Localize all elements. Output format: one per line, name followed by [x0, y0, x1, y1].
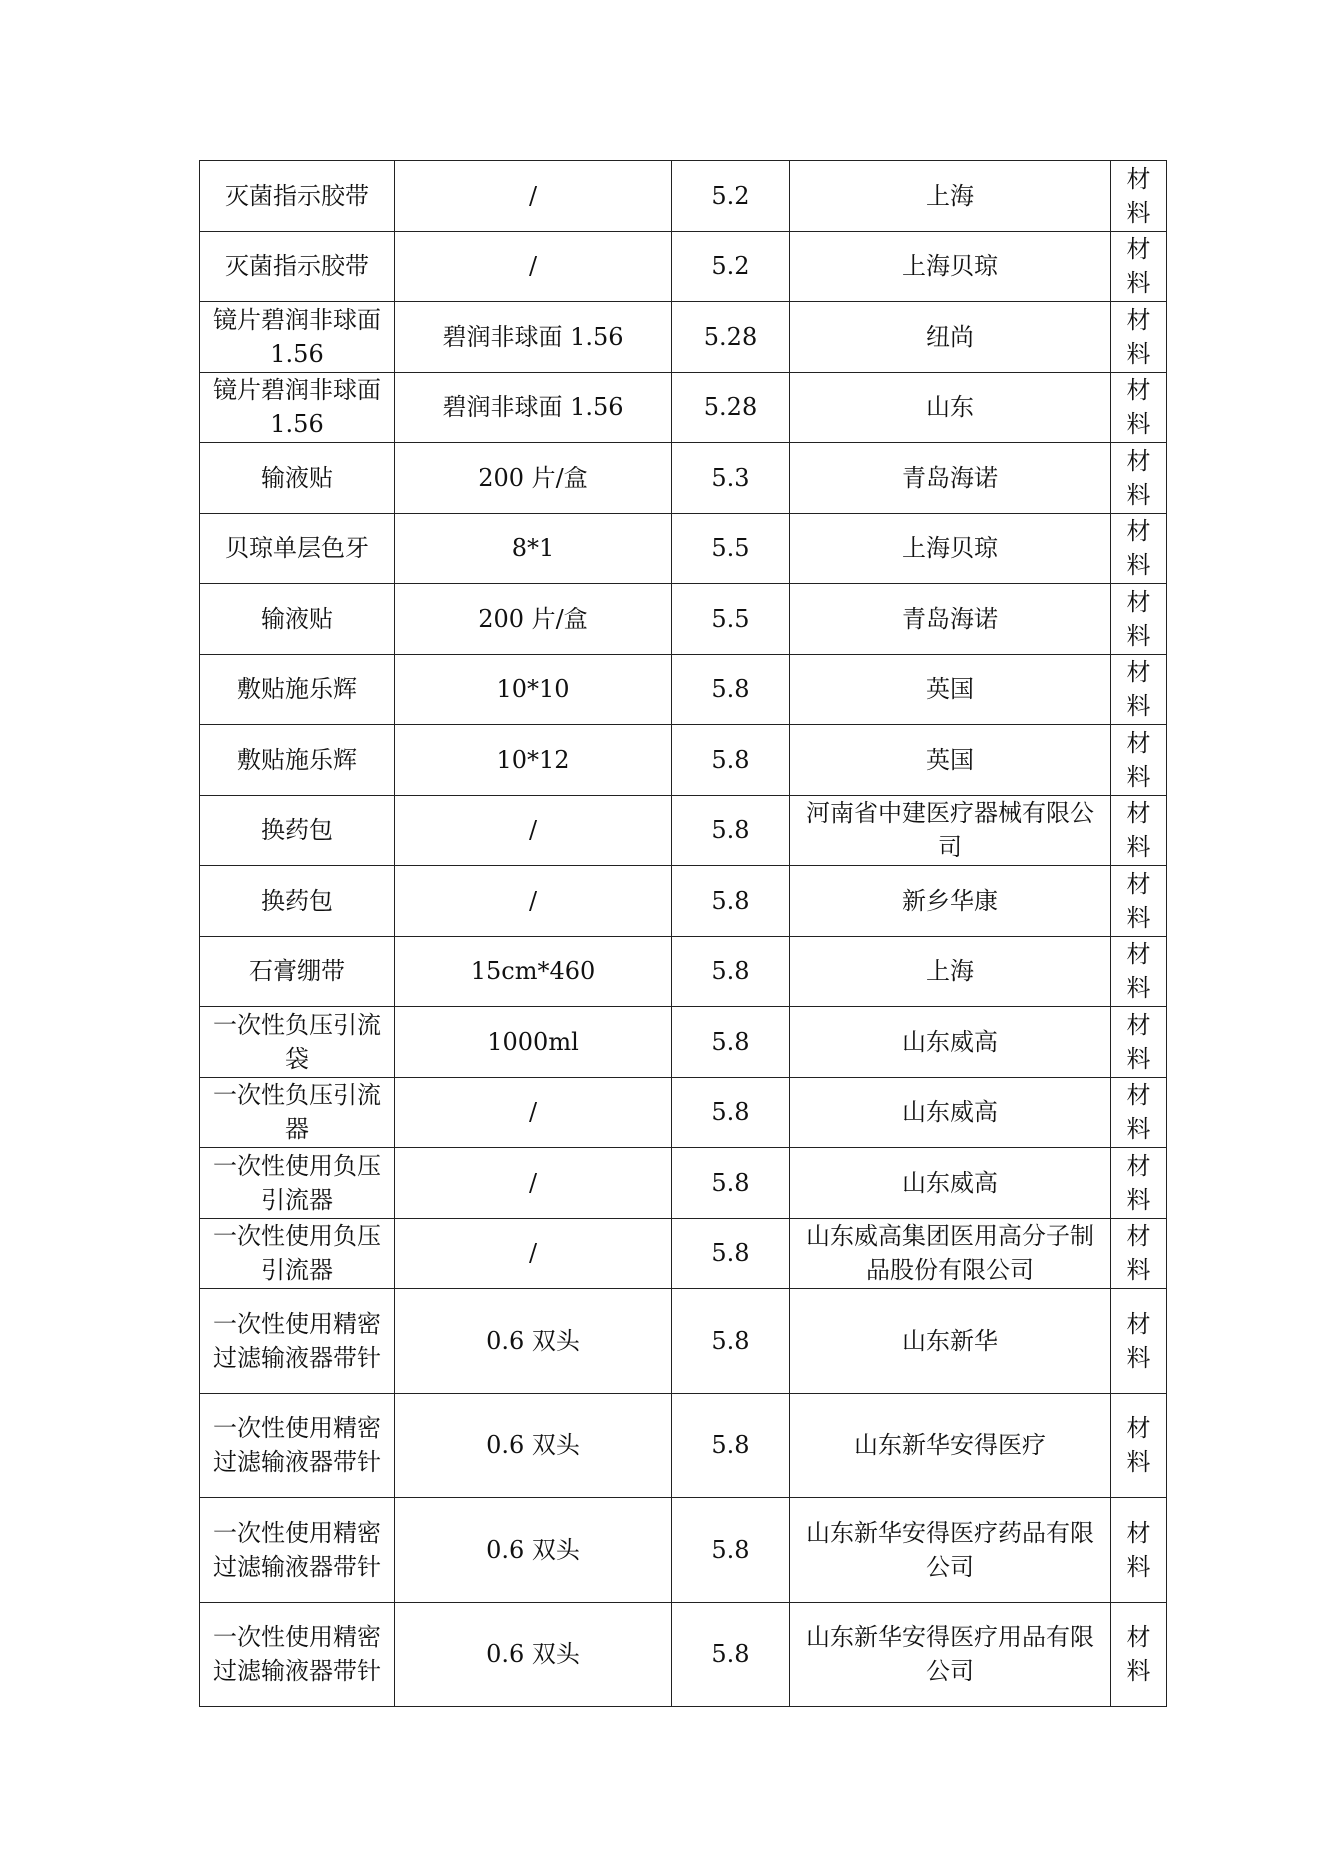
item-name-cell: 一次性负压引流器: [200, 1077, 395, 1148]
manufacturer-cell: 山东威高: [790, 1007, 1111, 1078]
item-name-cell: 一次性使用精密过滤输液器带针: [200, 1602, 395, 1707]
spec-cell: 0.6 双头: [395, 1602, 672, 1707]
spec-cell: /: [395, 795, 672, 866]
spec-cell: 10*10: [395, 654, 672, 725]
table-row: [200, 161, 1167, 232]
manufacturer-cell: 英国: [790, 654, 1111, 725]
table-row: [200, 1148, 1167, 1219]
spec-cell: 碧润非球面 1.56: [395, 372, 672, 443]
table-row: [200, 1498, 1167, 1603]
category-cell: 材料: [1111, 1498, 1167, 1603]
spec-cell: 8*1: [395, 513, 672, 584]
item-name-cell: 一次性使用精密过滤输液器带针: [200, 1289, 395, 1394]
category-cell: 材料: [1111, 795, 1167, 866]
table-row: [200, 795, 1167, 866]
price-cell: 5.8: [672, 1602, 790, 1707]
price-cell: 5.5: [672, 584, 790, 655]
table-row: [200, 443, 1167, 514]
manufacturer-cell: 上海: [790, 161, 1111, 232]
price-cell: 5.8: [672, 1393, 790, 1498]
item-name-cell: 一次性使用负压引流器: [200, 1148, 395, 1219]
spec-cell: /: [395, 161, 672, 232]
table-row: [200, 302, 1167, 373]
price-cell: 5.28: [672, 372, 790, 443]
spec-cell: /: [395, 231, 672, 302]
price-cell: 5.8: [672, 866, 790, 937]
manufacturer-cell: 纽尚: [790, 302, 1111, 373]
table-row: [200, 1007, 1167, 1078]
spec-cell: 200 片/盒: [395, 584, 672, 655]
price-cell: 5.2: [672, 161, 790, 232]
manufacturer-cell: 山东新华安得医疗: [790, 1393, 1111, 1498]
manufacturer-cell: 山东威高集团医用高分子制品股份有限公司: [790, 1218, 1111, 1289]
price-cell: 5.28: [672, 302, 790, 373]
item-name-cell: 灭菌指示胶带: [200, 231, 395, 302]
category-cell: 材料: [1111, 725, 1167, 796]
category-cell: 材料: [1111, 161, 1167, 232]
item-name-cell: 灭菌指示胶带: [200, 161, 395, 232]
spec-cell: /: [395, 1148, 672, 1219]
spec-cell: /: [395, 1077, 672, 1148]
table-row: [200, 936, 1167, 1007]
price-cell: 5.8: [672, 1007, 790, 1078]
price-cell: 5.8: [672, 725, 790, 796]
category-cell: 材料: [1111, 302, 1167, 373]
category-cell: 材料: [1111, 584, 1167, 655]
category-cell: 材料: [1111, 513, 1167, 584]
price-cell: 5.8: [672, 936, 790, 1007]
price-cell: 5.8: [672, 654, 790, 725]
materials-table: [199, 160, 1167, 1707]
item-name-cell: 石膏绷带: [200, 936, 395, 1007]
price-cell: 5.8: [672, 1498, 790, 1603]
category-cell: 材料: [1111, 654, 1167, 725]
table-row: [200, 513, 1167, 584]
price-cell: 5.8: [672, 1218, 790, 1289]
table-row: [200, 584, 1167, 655]
item-name-cell: 镜片碧润非球面 1.56: [200, 372, 395, 443]
manufacturer-cell: 青岛海诺: [790, 584, 1111, 655]
price-cell: 5.5: [672, 513, 790, 584]
category-cell: 材料: [1111, 1007, 1167, 1078]
item-name-cell: 敷贴施乐辉: [200, 725, 395, 796]
spec-cell: 1000ml: [395, 1007, 672, 1078]
category-cell: 材料: [1111, 1218, 1167, 1289]
spec-cell: 碧润非球面 1.56: [395, 302, 672, 373]
category-cell: 材料: [1111, 936, 1167, 1007]
table-row: [200, 1289, 1167, 1394]
manufacturer-cell: 山东新华: [790, 1289, 1111, 1394]
spec-cell: 200 片/盒: [395, 443, 672, 514]
category-cell: 材料: [1111, 443, 1167, 514]
manufacturer-cell: 上海贝琼: [790, 231, 1111, 302]
manufacturer-cell: 山东: [790, 372, 1111, 443]
item-name-cell: 换药包: [200, 866, 395, 937]
table-row: [200, 1077, 1167, 1148]
category-cell: 材料: [1111, 866, 1167, 937]
spec-cell: 10*12: [395, 725, 672, 796]
spec-cell: 0.6 双头: [395, 1393, 672, 1498]
item-name-cell: 镜片碧润非球面 1.56: [200, 302, 395, 373]
manufacturer-cell: 上海贝琼: [790, 513, 1111, 584]
manufacturer-cell: 山东威高: [790, 1077, 1111, 1148]
category-cell: 材料: [1111, 1602, 1167, 1707]
manufacturer-cell: 新乡华康: [790, 866, 1111, 937]
item-name-cell: 输液贴: [200, 443, 395, 514]
price-cell: 5.8: [672, 795, 790, 866]
table-row: [200, 654, 1167, 725]
item-name-cell: 敷贴施乐辉: [200, 654, 395, 725]
table-row: [200, 1393, 1167, 1498]
manufacturer-cell: 英国: [790, 725, 1111, 796]
price-cell: 5.2: [672, 231, 790, 302]
spec-cell: 0.6 双头: [395, 1289, 672, 1394]
category-cell: 材料: [1111, 1077, 1167, 1148]
price-cell: 5.8: [672, 1289, 790, 1394]
manufacturer-cell: 上海: [790, 936, 1111, 1007]
category-cell: 材料: [1111, 1148, 1167, 1219]
item-name-cell: 一次性使用精密过滤输液器带针: [200, 1498, 395, 1603]
price-cell: 5.8: [672, 1077, 790, 1148]
price-cell: 5.8: [672, 1148, 790, 1219]
spec-cell: /: [395, 866, 672, 937]
manufacturer-cell: 河南省中建医疗器械有限公司: [790, 795, 1111, 866]
table-row: [200, 1218, 1167, 1289]
item-name-cell: 输液贴: [200, 584, 395, 655]
table-row: [200, 725, 1167, 796]
category-cell: 材料: [1111, 1393, 1167, 1498]
category-cell: 材料: [1111, 1289, 1167, 1394]
category-cell: 材料: [1111, 372, 1167, 443]
item-name-cell: 一次性使用负压引流器: [200, 1218, 395, 1289]
manufacturer-cell: 山东新华安得医疗用品有限公司: [790, 1602, 1111, 1707]
price-cell: 5.3: [672, 443, 790, 514]
manufacturer-cell: 山东新华安得医疗药品有限公司: [790, 1498, 1111, 1603]
manufacturer-cell: 青岛海诺: [790, 443, 1111, 514]
table-row: [200, 1602, 1167, 1707]
spec-cell: 15cm*460: [395, 936, 672, 1007]
manufacturer-cell: 山东威高: [790, 1148, 1111, 1219]
spec-cell: 0.6 双头: [395, 1498, 672, 1603]
item-name-cell: 换药包: [200, 795, 395, 866]
item-name-cell: 一次性使用精密过滤输液器带针: [200, 1393, 395, 1498]
table-row: [200, 866, 1167, 937]
category-cell: 材料: [1111, 231, 1167, 302]
spec-cell: /: [395, 1218, 672, 1289]
item-name-cell: 贝琼单层色牙: [200, 513, 395, 584]
table-row: [200, 372, 1167, 443]
item-name-cell: 一次性负压引流袋: [200, 1007, 395, 1078]
table-row: [200, 231, 1167, 302]
